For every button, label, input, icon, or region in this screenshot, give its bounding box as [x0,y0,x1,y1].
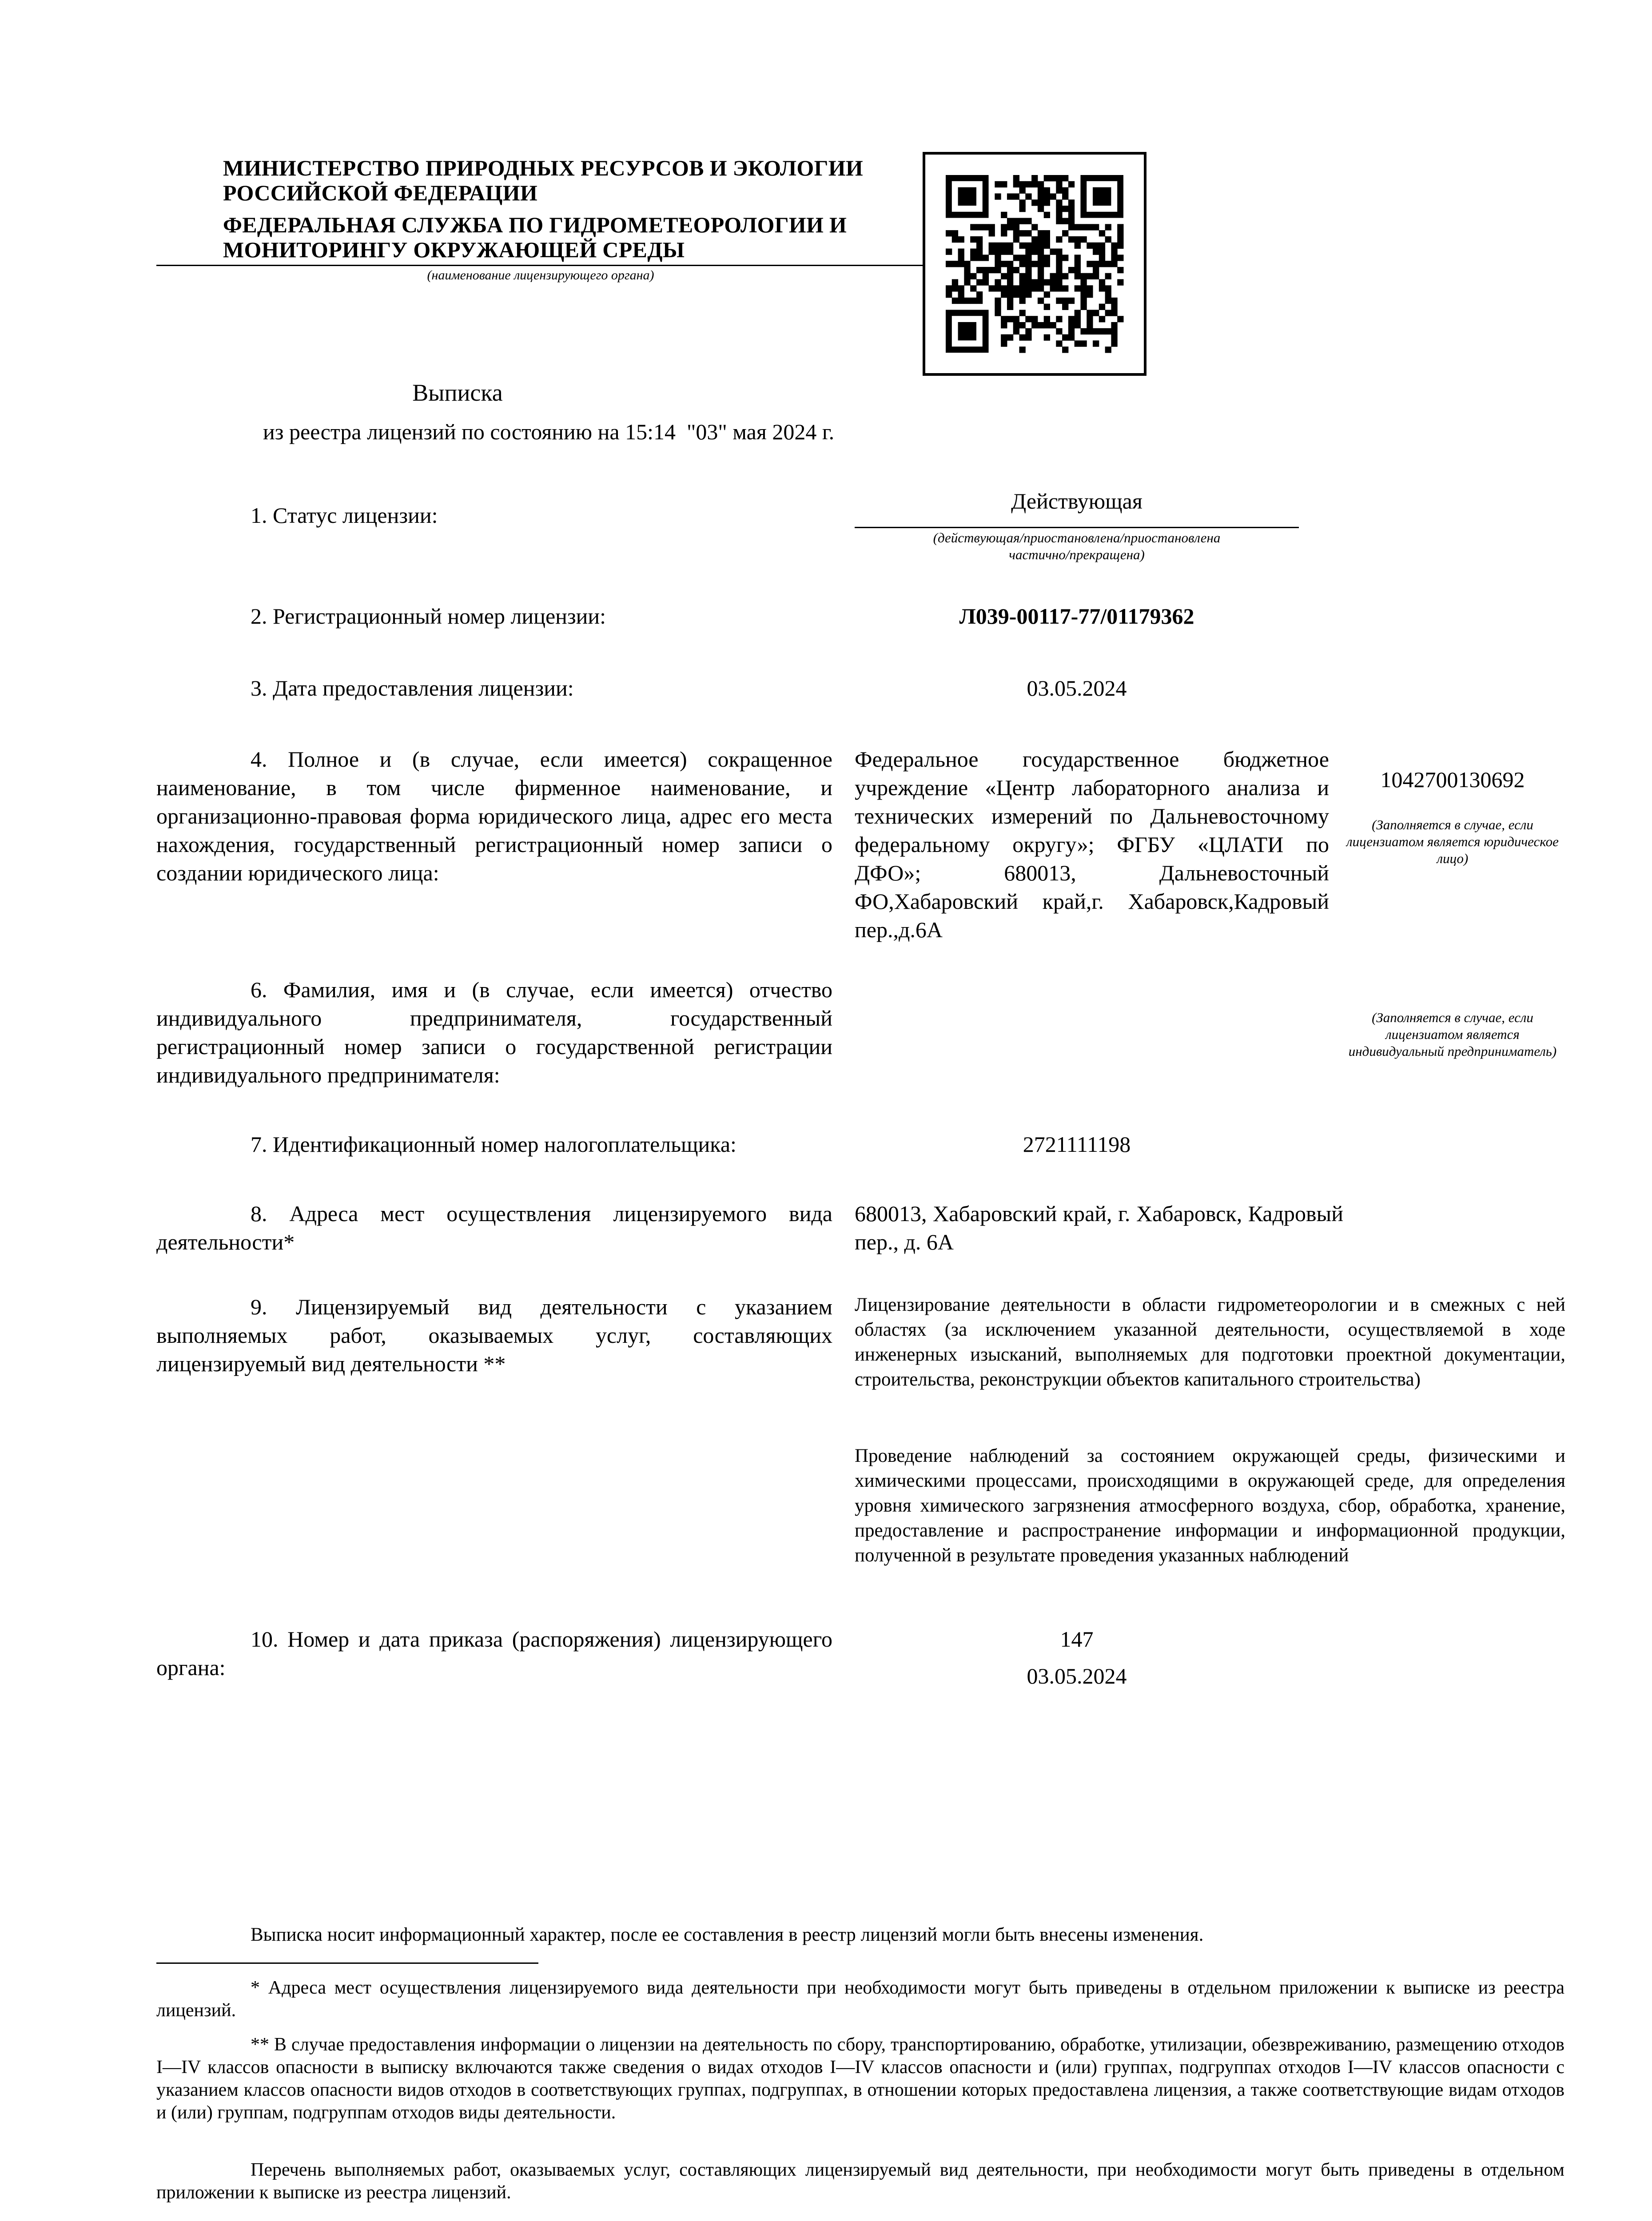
authority-caption: (наименование лицензирующего органа) [427,268,654,283]
footnote-2 [156,2034,1564,2124]
inn-label: 7. Идентификационный номер налогоплательщика: [251,1132,736,1157]
order-date: 03.05.2024 [1027,1664,1127,1688]
reg-number-label: 2. Регистрационный номер лицензии: [251,604,606,629]
legal-entity-label [156,745,832,887]
ministry-line-1: МИНИСТЕРСТВО ПРИРОДНЫХ РЕСУРСОВ И ЭКОЛОГИИ [223,155,864,180]
inn-value: 2721111198 [1023,1132,1131,1157]
service-name [223,212,916,262]
legal-entity-value: Федеральное государственное бюджетное учреждение «Центр лабораторного анализа и технических измерений по Дальневосточному федеральному округу»; ФГБУ «ЦЛАТИ по ДФО»; 680013, Дальневосточный ФО,Хабаровский край,г. Хабаровск,Кадровый пер.,д.6А [855,747,1329,942]
status-value: Действующая [1011,489,1142,513]
addresses-value: 680013, Хабаровский край, г. Хабаровск, Кадровый пер., д. 6А [855,1201,1343,1254]
service-line-2: МОНИТОРИНГУ ОКРУЖАЮЩЕЙ СРЕДЫ [223,237,685,262]
status-label: 1. Статус лицензии: [251,503,438,528]
header-underline [156,265,925,266]
legal-entity-hint: (Заполняется в случае, если лицензиатом является юридическое лицо) [1346,817,1559,866]
footnote-separator [156,1962,538,1964]
footnote-3-text: Перечень выполняемых работ, оказываемых услуг, составляющих лицензируемый вид деятельности, при необходимости могут быть приведены в отдельном приложении к выписке из реестра лицензий. [156,2160,1564,2203]
activity-value-1: Лицензирование деятельности в области гидрометеорологии и в смежных с ней областях (за исключением указанной деятельности, осуществляемой в ходе инженерных изысканий, выполняемых для подготовки проектной документации, строительства, реконструкции объектов капитального строительства) [855,1294,1565,1390]
reg-number-value: Л039-00117-77/01179362 [959,604,1194,629]
order-label [156,1625,832,1682]
entrepreneur-hint: (Заполняется в случае, если лицензиатом является индивидуальный предприниматель) [1348,1010,1557,1059]
grant-date-label: 3. Дата предоставления лицензии: [251,676,574,701]
order-label-text: 10. Номер и дата приказа (распоряжения) лицензирующего органа: [156,1627,832,1680]
ogrn-value: 1042700130692 [1380,767,1525,792]
order-number: 147 [1060,1627,1094,1652]
legal-entity-label-text: 4. Полное и (в случае, если имеется) сокращенное наименование, в том числе фирменное наименование, и организационно-правовая форма юридического лица, адрес его места нахождения, государственный регистрационный номер записи о создании юридического лица: [156,747,832,885]
document-subtitle: из реестра лицензий по состоянию на 15:14 "03" мая 2024 г. [263,419,835,444]
entrepreneur-label [156,975,832,1089]
status-hint: (действующая/приостановлена/приостановлена частично/прекращена) [933,530,1221,562]
status-underline [855,527,1299,528]
footnote-2-text: ** В случае предоставления информации о лицензии на деятельность по сбору, транспортированию, обработке, утилизации, обезвреживанию, размещению отходов I—IV классов опасности в выписку включаются также сведения о видах отходов I—IV классов опасности и (или) группах, подгруппах отходов I—IV классов опасности с указанием классов опасности видов отходов в соответствующих группах, подгруппах, в отношении которых предоставлена лицензия, а также соответствующие видам отходов и (или) группам, подгруппам отходов виды деятельности. [156,2034,1564,2123]
footnote-1-text: * Адреса мест осуществления лицензируемого вида деятельности при необходимости могут быть приведены в отдельном приложении к выписке из реестра лицензий. [156,1978,1564,2021]
document-title: Выписка [412,379,503,406]
ministry-name [223,155,916,205]
activity-label-text: 9. Лицензируемый вид деятельности с указанием выполняемых работ, оказываемых услуг, составляющих лицензируемый вид деятельности ** [156,1294,832,1376]
activity-label [156,1293,832,1378]
ministry-line-2: РОССИЙСКОЙ ФЕДЕРАЦИИ [223,180,538,205]
activity-value-2: Проведение наблюдений за состоянием окружающей среды, физическими и химическими процессами, происходящими в окружающей среде, для определения уровня химического загрязнения атмосферного воздуха, сбор, обработка, хранение, предоставление и распространение информации и информационной продукции, полученной в результате проведения указанных наблюдений [855,1445,1565,1566]
service-line-1: ФЕДЕРАЛЬНАЯ СЛУЖБА ПО ГИДРОМЕТЕОРОЛОГИИ И [223,212,847,237]
footnote-1 [156,1977,1564,2022]
grant-date-value: 03.05.2024 [1027,676,1127,701]
disclaimer: Выписка носит информационный характер, после ее составления в реестр лицензий могли быть внесены изменения. [251,1924,1204,1945]
addresses-label [156,1199,832,1256]
qr-code [923,152,1146,376]
addresses-label-text: 8. Адреса мест осуществления лицензируемого вида деятельности* [156,1201,832,1254]
entrepreneur-label-text: 6. Фамилия, имя и (в случае, если имеется) отчество индивидуального предпринимателя, государственный регистрационный номер записи о государственной регистрации индивидуального предпринимателя: [156,977,832,1087]
footnote-3 [156,2159,1564,2204]
